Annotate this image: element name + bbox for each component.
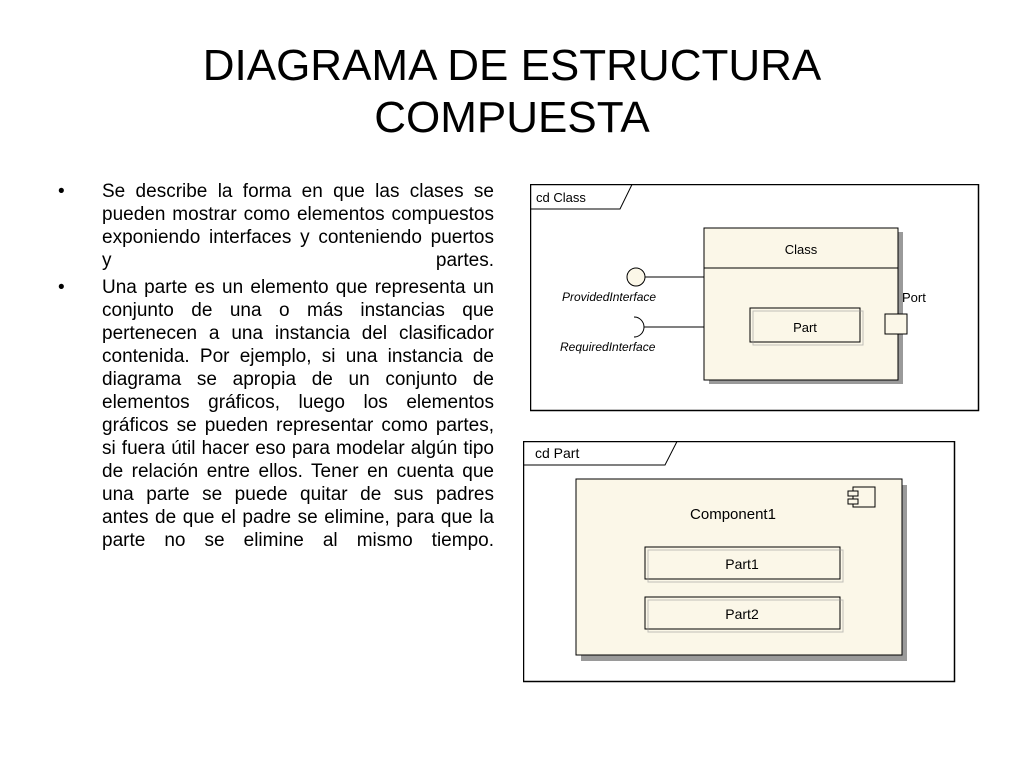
part-diagram-canvas — [523, 441, 956, 683]
bullet-item-part — [58, 276, 494, 552]
title-line-1: DIAGRAMA DE ESTRUCTURA — [202, 41, 822, 90]
bullet-item-composition — [58, 180, 494, 272]
bullet-text: Se describe la forma en que las clases se pueden mostrar como elementos compuestos exponiendo interfaces y conteniendo puertos y partes. — [102, 181, 494, 271]
title-line-2: COMPUESTA — [374, 93, 650, 142]
class-diagram — [530, 184, 980, 412]
slide-title — [0, 40, 1024, 144]
frame-label: cd Part — [535, 445, 580, 461]
part-diagram — [523, 441, 956, 683]
port-label: Port — [902, 290, 926, 305]
class-name: Class — [784, 242, 818, 257]
frame-label: cd Class — [536, 190, 586, 205]
component-name: Component1 — [690, 506, 776, 523]
required-interface-label: RequiredInterface — [560, 340, 656, 354]
bullet-list — [58, 180, 494, 556]
bullet-marker: • — [58, 277, 65, 298]
class-diagram-canvas — [530, 184, 980, 412]
provided-interface-icon — [627, 268, 645, 286]
bullet-text: Una parte es un elemento que representa un conjunto de una o más instancias que pertenecen a una instancia del clasificador contenida. Por ejemplo, si una instancia de diagrama se apropia de un conjunto de elementos gráficos, luego los elementos gráficos se pueden representar como partes, si fuera útil hacer eso para modelar algún tipo de relación entre ellos. Tener en cuenta que una parte se puede quitar de sus padres antes de que el padre se elimine, para que la parte no se elimine al mismo tiempo. — [102, 277, 494, 551]
bullet-marker: • — [58, 181, 65, 202]
port-square — [885, 314, 907, 334]
part1-label: Part1 — [725, 556, 759, 572]
provided-interface-label: ProvidedInterface — [562, 290, 657, 304]
part2-label: Part2 — [725, 606, 759, 622]
inner-part-label: Part — [793, 320, 817, 335]
